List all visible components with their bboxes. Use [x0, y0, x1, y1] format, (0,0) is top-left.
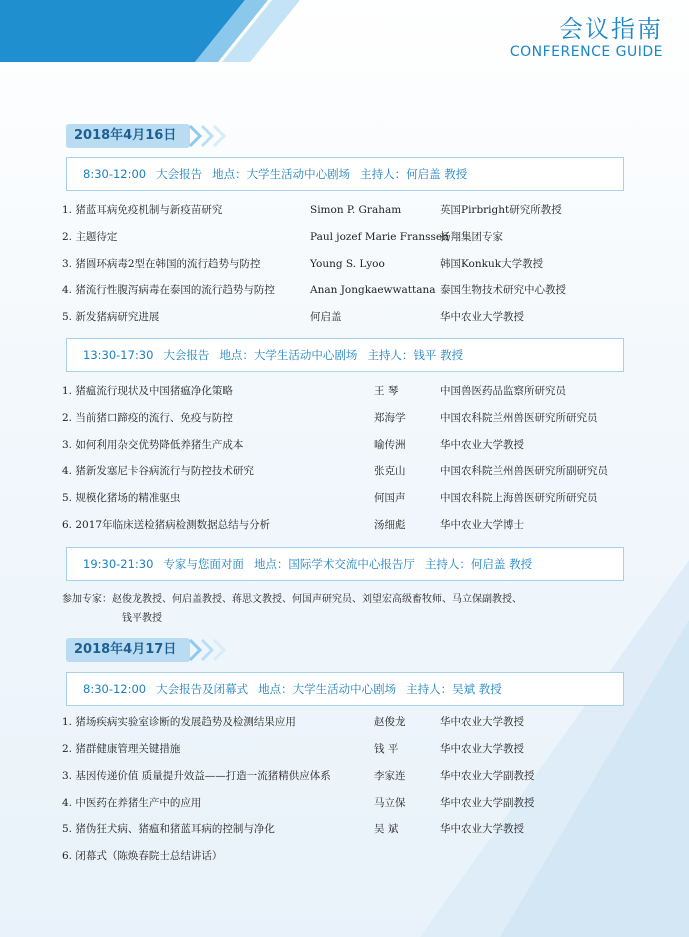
affiliation: 中国农科院上海兽医研究所研究员	[440, 492, 598, 504]
talk-title: 6. 2017年临床送检猪病检测数据总结与分析	[62, 519, 271, 531]
session-time: 8:30-12:00	[83, 682, 147, 696]
speaker: 钱 平	[374, 743, 399, 755]
session-time: 8:30-12:00	[83, 167, 147, 181]
talk-title: 6. 闭幕式（陈焕春院士总结讲话）	[62, 850, 223, 862]
session-host: 主持人：钱平 教授	[367, 348, 464, 362]
talk-title: 2. 猪群健康管理关键措施	[62, 743, 181, 755]
agenda-row	[62, 382, 662, 400]
agenda-row	[62, 516, 662, 534]
talk-title: 5. 猪伪狂犬病、猪瘟和猪蓝耳病的控制与净化	[62, 823, 275, 835]
affiliation: 华中农业大学博士	[440, 519, 524, 531]
date-label: 2018年4月16日	[66, 124, 190, 148]
talk-title: 3. 如何利用杂交优势降低养猪生产成本	[62, 439, 244, 451]
talk-title: 1. 猪蓝耳病免疫机制与新疫苗研究	[62, 204, 223, 216]
talk-title: 3. 基因传递价值 质量提升效益——打造一流猪精供应体系	[62, 770, 331, 782]
affiliation: 韩国Konkuk大学教授	[440, 258, 544, 270]
agenda-row	[62, 281, 662, 299]
chevron-right-icon	[212, 639, 226, 661]
agenda-row	[62, 201, 662, 219]
session-type: 专家与您面对面	[163, 557, 244, 571]
experts-list	[62, 590, 622, 628]
agenda-row	[62, 489, 662, 507]
session-type: 大会报告及闭幕式	[156, 682, 249, 696]
agenda-row	[62, 462, 662, 480]
speaker: 汤细彪	[374, 519, 406, 531]
affiliation: 泰国生物技术研究中心教授	[440, 284, 566, 296]
talk-title: 2. 当前猪口蹄疫的流行、免疫与防控	[62, 412, 233, 424]
affiliation: 中国农科院兰州兽医研究所副研究员	[440, 465, 608, 477]
session-place: 地点：国际学术交流中心报告厅	[253, 557, 415, 571]
speaker: Simon P. Graham	[310, 204, 402, 216]
session-header	[66, 338, 624, 372]
speaker: 喻传洲	[374, 439, 406, 451]
affiliation: 华中农业大学副教授	[440, 797, 535, 809]
affiliation: 华中农业大学教授	[440, 439, 524, 451]
date-badge-day2	[66, 638, 226, 662]
title-english: CONFERENCE GUIDE	[509, 44, 663, 60]
speaker: Paul jozef Marie Franssen	[310, 231, 449, 243]
agenda-row	[62, 767, 662, 785]
speaker: 李家连	[374, 770, 406, 782]
talk-title: 4. 猪流行性腹泻病毒在泰国的流行趋势与防控	[62, 284, 275, 296]
session-header	[66, 672, 624, 706]
talk-title: 3. 猪圆环病毒2型在韩国的流行趋势与防控	[62, 258, 261, 270]
speaker: 王 琴	[374, 385, 399, 397]
agenda-row	[62, 255, 662, 273]
experts-line: 钱平教授	[122, 613, 162, 624]
talk-title: 5. 规模化猪场的精准驱虫	[62, 492, 181, 504]
talk-title: 1. 猪场疾病实验室诊断的发展趋势及检测结果应用	[62, 716, 296, 728]
chevron-right-icon	[212, 125, 226, 147]
agenda-row	[62, 409, 662, 427]
affiliation: 华中农业大学教授	[440, 716, 524, 728]
session-place: 地点：大学生活动中心剧场	[258, 682, 397, 696]
affiliation: 华中农业大学教授	[440, 823, 524, 835]
session-host: 主持人：何启盖 教授	[424, 557, 533, 571]
speaker: Anan Jongkaewwattana	[310, 284, 436, 296]
date-label: 2018年4月17日	[66, 638, 190, 662]
session-host: 主持人：吴斌 教授	[406, 682, 502, 696]
agenda-row	[62, 228, 662, 246]
agenda-row	[62, 713, 662, 731]
talk-title: 5. 新发猪病研究进展	[62, 311, 160, 323]
session-type: 大会报告	[156, 167, 203, 181]
agenda-row	[62, 847, 662, 865]
agenda-row	[62, 740, 662, 758]
date-badge-day1	[66, 124, 226, 148]
speaker: 郑海学	[374, 412, 406, 424]
session-time: 19:30-21:30	[83, 557, 154, 571]
agenda-row	[62, 308, 662, 326]
agenda-row	[62, 436, 662, 454]
speaker: Young S. Lyoo	[310, 258, 385, 270]
talk-title: 4. 猪新发塞尼卡谷病流行与防控技术研究	[62, 465, 254, 477]
affiliation: 中国农科院兰州兽医研究所研究员	[440, 412, 598, 424]
session-header	[66, 547, 624, 581]
session-place: 地点：大学生活动中心剧场	[212, 167, 351, 181]
agenda-row	[62, 820, 662, 838]
speaker: 何启盖	[310, 311, 342, 323]
header-title	[510, 14, 663, 60]
speaker: 张克山	[374, 465, 406, 477]
affiliation: 扬翔集团专家	[440, 231, 503, 243]
session-header	[66, 157, 624, 191]
title-chinese: 会议指南	[559, 15, 663, 43]
affiliation: 华中农业大学教授	[440, 311, 524, 323]
affiliation: 英国Pirbright研究所教授	[440, 204, 562, 216]
affiliation: 华中农业大学副教授	[440, 770, 535, 782]
session-place: 地点：大学生活动中心剧场	[219, 348, 358, 362]
session-host: 主持人：何启盖 教授	[360, 167, 468, 181]
talk-title: 1. 猪瘟流行现状及中国猪瘟净化策略	[62, 385, 233, 397]
session-type: 大会报告	[163, 348, 210, 362]
speaker: 马立保	[374, 797, 406, 809]
speaker: 何国声	[374, 492, 406, 504]
affiliation: 华中农业大学教授	[440, 743, 524, 755]
session-time: 13:30-17:30	[83, 348, 154, 362]
speaker: 吴 斌	[374, 823, 399, 835]
agenda-row	[62, 794, 662, 812]
talk-title: 2. 主题待定	[62, 231, 118, 243]
affiliation: 中国兽医药品监察所研究员	[440, 385, 566, 397]
experts-line: 参加专家：赵俊龙教授、何启盖教授、蒋思文教授、何国声研究员、刘望宏高级畜牧师、马立保副教授、	[62, 594, 522, 605]
speaker: 赵俊龙	[374, 716, 406, 728]
talk-title: 4. 中医药在养猪生产中的应用	[62, 797, 202, 809]
